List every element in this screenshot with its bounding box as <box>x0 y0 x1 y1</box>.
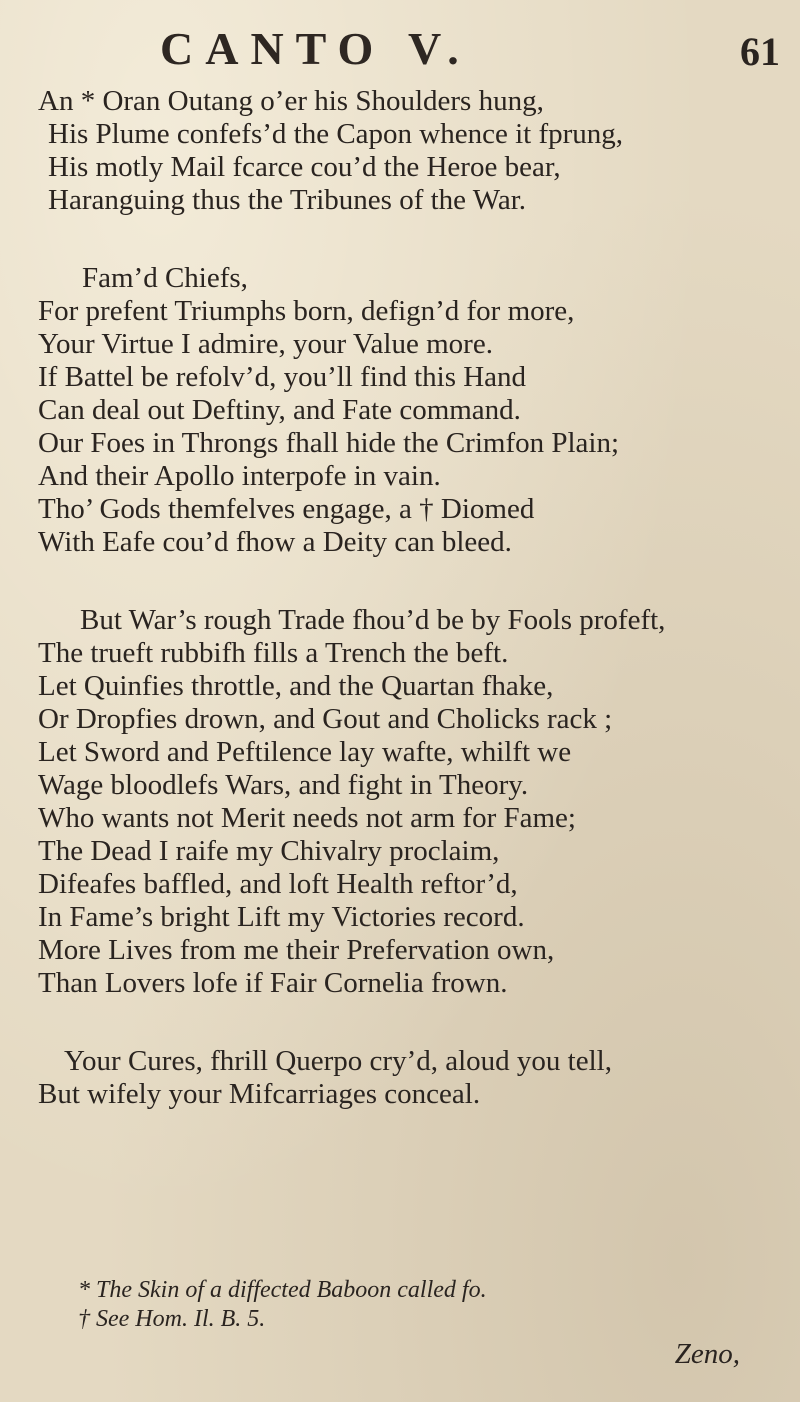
verse-line: Haranguing thus the Tribunes of the War. <box>48 184 527 216</box>
verse-line: Your Cures, fhrill Querpo cry’d, aloud you tell, <box>64 1045 612 1077</box>
verse-line: Let Quinfies throttle, and the Quartan fhake, <box>38 670 554 702</box>
stanza-4 <box>38 1045 778 1111</box>
verse-line: More Lives from me their Prefervation own, <box>38 934 555 966</box>
verse-line: An * Oran Outang o’er his Shoulders hung, <box>38 85 544 117</box>
verse-line: Let Sword and Peftilence lay wafte, whilft we <box>38 736 572 768</box>
verse-line: But wifely your Mifcarriages conceal. <box>38 1078 481 1110</box>
verse-line: Our Foes in Throngs fhall hide the Crimfon Plain; <box>38 427 620 459</box>
verse-line: Your Virtue I admire, your Value more. <box>38 328 493 360</box>
verse-line: His motly Mail fcarce cou’d the Heroe bear, <box>48 151 561 183</box>
running-head: CANTO V. <box>160 23 471 74</box>
footnotes <box>78 1276 768 1334</box>
verse-line: If Battel be refolv’d, you’ll find this Hand <box>38 361 527 393</box>
catchword: Zeno, <box>674 1338 740 1370</box>
verse-line: The trueft rubbifh fills a Trench the beft. <box>38 637 509 669</box>
footnote: † See Hom. Il. B. 5. <box>78 1306 266 1332</box>
verse-line: The Dead I raife my Chivalry proclaim, <box>38 835 500 867</box>
page-header <box>160 22 780 82</box>
verse-line: Wage bloodlefs Wars, and fight in Theory. <box>38 769 529 801</box>
verse-line: But War’s rough Trade fhou’d be by Fools profeft, <box>80 604 666 636</box>
verse-line: Difeafes baffled, and loft Health reftor’d, <box>38 868 518 900</box>
stanza-2 <box>38 262 778 559</box>
verse-line: Or Dropfies drown, and Gout and Cholicks rack ; <box>38 703 613 735</box>
footnote: * The Skin of a diffected Baboon called fo. <box>78 1277 487 1303</box>
verse-line: Than Lovers lofe if Fair Cornelia frown. <box>38 967 508 999</box>
page-number: 61 <box>740 29 780 74</box>
poem-body <box>38 85 778 1156</box>
verse-line: Who wants not Merit needs not arm for Fame; <box>38 802 576 834</box>
verse-line: With Eafe cou’d fhow a Deity can bleed. <box>38 526 512 558</box>
verse-line: Tho’ Gods themfelves engage, a † Diomed <box>38 493 535 525</box>
verse-line: Fam’d Chiefs, <box>82 262 248 294</box>
verse-line: For prefent Triumphs born, defign’d for more, <box>38 295 575 327</box>
verse-line: And their Apollo interpofe in vain. <box>38 460 441 492</box>
stanza-1 <box>38 85 778 217</box>
verse-line: In Fame’s bright Lift my Victories record. <box>38 901 525 933</box>
verse-line: His Plume confefs’d the Capon whence it fprung, <box>48 118 624 150</box>
stanza-3 <box>38 604 778 1000</box>
verse-line: Can deal out Deftiny, and Fate command. <box>38 394 521 426</box>
